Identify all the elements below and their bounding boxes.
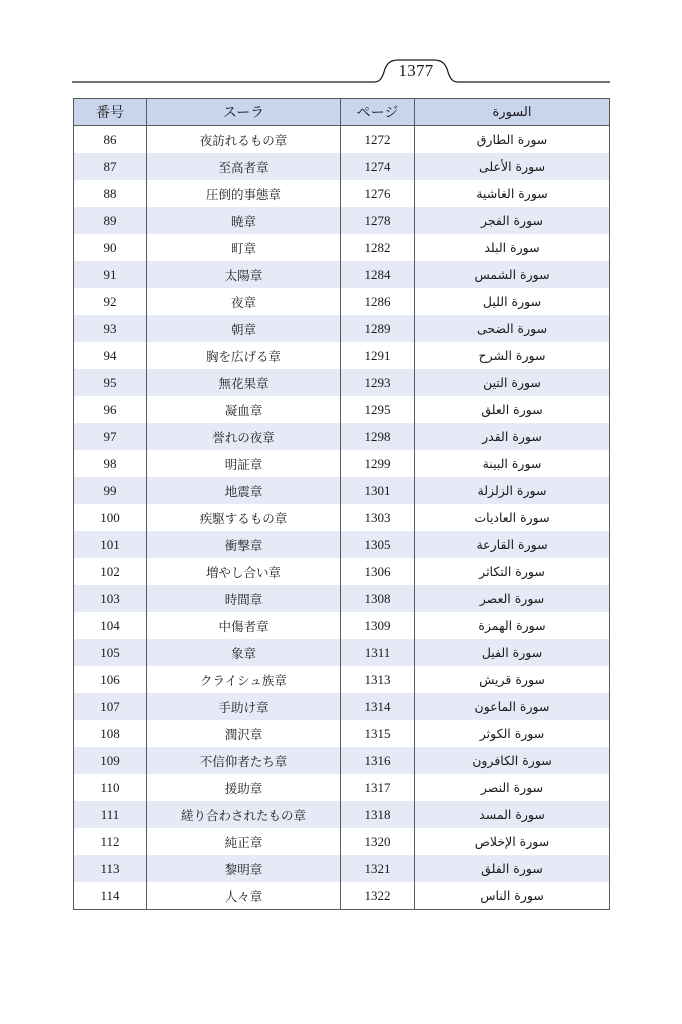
sura-index-table (73, 98, 610, 910)
cell-arabic-name: سورة الإخلاص (415, 828, 610, 855)
table-row (74, 234, 610, 261)
cell-number: 110 (74, 774, 147, 801)
cell-arabic-name: سورة الأعلى (415, 153, 610, 180)
cell-page: 1303 (341, 504, 415, 531)
cell-page: 1278 (341, 207, 415, 234)
cell-japanese-name: 衝撃章 (147, 531, 341, 558)
cell-japanese-name: 疾駆するもの章 (147, 504, 341, 531)
table-row (74, 342, 610, 369)
cell-japanese-name: 太陽章 (147, 261, 341, 288)
table-row (74, 369, 610, 396)
cell-arabic-name: سورة التكاثر (415, 558, 610, 585)
cell-arabic-name: سورة العاديات (415, 504, 610, 531)
cell-page: 1322 (341, 882, 415, 910)
table-row (74, 855, 610, 882)
cell-number: 112 (74, 828, 147, 855)
cell-page: 1313 (341, 666, 415, 693)
cell-number: 93 (74, 315, 147, 342)
cell-page: 1298 (341, 423, 415, 450)
cell-japanese-name: クライシュ族章 (147, 666, 341, 693)
cell-japanese-name: 至高者章 (147, 153, 341, 180)
cell-japanese-name: 増やし合い章 (147, 558, 341, 585)
cell-japanese-name: 時間章 (147, 585, 341, 612)
cell-arabic-name: سورة الفلق (415, 855, 610, 882)
cell-page: 1316 (341, 747, 415, 774)
cell-japanese-name: 象章 (147, 639, 341, 666)
cell-arabic-name: سورة الزلزلة (415, 477, 610, 504)
cell-page: 1305 (341, 531, 415, 558)
table-row (74, 396, 610, 423)
table-row (74, 774, 610, 801)
cell-page: 1286 (341, 288, 415, 315)
cell-page: 1320 (341, 828, 415, 855)
cell-number: 95 (74, 369, 147, 396)
cell-page: 1282 (341, 234, 415, 261)
cell-japanese-name: 圧倒的事態章 (147, 180, 341, 207)
table-row (74, 531, 610, 558)
cell-number: 114 (74, 882, 147, 910)
cell-number: 91 (74, 261, 147, 288)
header-arabic: السورة (415, 99, 610, 126)
cell-arabic-name: سورة القدر (415, 423, 610, 450)
cell-number: 92 (74, 288, 147, 315)
cell-japanese-name: 不信仰者たち章 (147, 747, 341, 774)
cell-number: 94 (74, 342, 147, 369)
table-row (74, 639, 610, 666)
header-page: ページ (341, 99, 415, 126)
cell-japanese-name: 無花果章 (147, 369, 341, 396)
cell-arabic-name: سورة الماعون (415, 693, 610, 720)
cell-arabic-name: سورة القارعة (415, 531, 610, 558)
cell-page: 1318 (341, 801, 415, 828)
table-row (74, 180, 610, 207)
cell-number: 101 (74, 531, 147, 558)
cell-arabic-name: سورة العصر (415, 585, 610, 612)
cell-number: 98 (74, 450, 147, 477)
cell-page: 1309 (341, 612, 415, 639)
header-sura: スーラ (147, 99, 341, 126)
cell-arabic-name: سورة الغاشية (415, 180, 610, 207)
cell-number: 113 (74, 855, 147, 882)
header-rule-with-tab (72, 58, 610, 84)
cell-page: 1293 (341, 369, 415, 396)
cell-number: 87 (74, 153, 147, 180)
table-row (74, 612, 610, 639)
cell-page: 1301 (341, 477, 415, 504)
cell-arabic-name: سورة قريش (415, 666, 610, 693)
cell-number: 90 (74, 234, 147, 261)
cell-number: 108 (74, 720, 147, 747)
table-row (74, 207, 610, 234)
cell-japanese-name: 縒り合わされたもの章 (147, 801, 341, 828)
table-row (74, 477, 610, 504)
cell-japanese-name: 純正章 (147, 828, 341, 855)
cell-number: 97 (74, 423, 147, 450)
cell-japanese-name: 援助章 (147, 774, 341, 801)
table-row (74, 747, 610, 774)
table-row (74, 801, 610, 828)
table-row (74, 693, 610, 720)
table-row (74, 828, 610, 855)
cell-arabic-name: سورة التين (415, 369, 610, 396)
table-row (74, 504, 610, 531)
cell-page: 1314 (341, 693, 415, 720)
cell-number: 86 (74, 126, 147, 154)
table-row (74, 585, 610, 612)
cell-number: 99 (74, 477, 147, 504)
cell-page: 1291 (341, 342, 415, 369)
cell-arabic-name: سورة الفجر (415, 207, 610, 234)
cell-number: 103 (74, 585, 147, 612)
cell-number: 109 (74, 747, 147, 774)
cell-arabic-name: سورة الكافرون (415, 747, 610, 774)
cell-page: 1299 (341, 450, 415, 477)
cell-number: 88 (74, 180, 147, 207)
cell-arabic-name: سورة البينة (415, 450, 610, 477)
cell-japanese-name: 胸を広げる章 (147, 342, 341, 369)
cell-number: 89 (74, 207, 147, 234)
cell-arabic-name: سورة الشرح (415, 342, 610, 369)
cell-arabic-name: سورة الشمس (415, 261, 610, 288)
table-header-row (74, 99, 610, 126)
cell-number: 104 (74, 612, 147, 639)
cell-number: 100 (74, 504, 147, 531)
table-row (74, 423, 610, 450)
cell-number: 106 (74, 666, 147, 693)
cell-arabic-name: سورة النصر (415, 774, 610, 801)
cell-japanese-name: 手助け章 (147, 693, 341, 720)
cell-japanese-name: 誉れの夜章 (147, 423, 341, 450)
cell-arabic-name: سورة الهمزة (415, 612, 610, 639)
cell-arabic-name: سورة المسد (415, 801, 610, 828)
page-header (72, 58, 610, 84)
table-row (74, 882, 610, 910)
cell-page: 1306 (341, 558, 415, 585)
cell-page: 1289 (341, 315, 415, 342)
cell-number: 111 (74, 801, 147, 828)
cell-page: 1295 (341, 396, 415, 423)
header-number: 番号 (74, 99, 147, 126)
table-row (74, 315, 610, 342)
table-row (74, 288, 610, 315)
cell-number: 96 (74, 396, 147, 423)
cell-page: 1308 (341, 585, 415, 612)
cell-page: 1321 (341, 855, 415, 882)
cell-arabic-name: سورة الكوثر (415, 720, 610, 747)
cell-arabic-name: سورة الضحى (415, 315, 610, 342)
cell-japanese-name: 地震章 (147, 477, 341, 504)
cell-japanese-name: 潤沢章 (147, 720, 341, 747)
cell-japanese-name: 町章 (147, 234, 341, 261)
cell-japanese-name: 黎明章 (147, 855, 341, 882)
table-row (74, 666, 610, 693)
cell-arabic-name: سورة البلد (415, 234, 610, 261)
cell-japanese-name: 朝章 (147, 315, 341, 342)
table-body (74, 126, 610, 910)
cell-japanese-name: 人々章 (147, 882, 341, 910)
table-row (74, 261, 610, 288)
cell-japanese-name: 夜章 (147, 288, 341, 315)
table-row (74, 153, 610, 180)
cell-japanese-name: 凝血章 (147, 396, 341, 423)
cell-arabic-name: سورة الفيل (415, 639, 610, 666)
cell-arabic-name: سورة الليل (415, 288, 610, 315)
cell-number: 107 (74, 693, 147, 720)
cell-page: 1315 (341, 720, 415, 747)
cell-arabic-name: سورة الطارق (415, 126, 610, 154)
cell-arabic-name: سورة الناس (415, 882, 610, 910)
cell-number: 105 (74, 639, 147, 666)
cell-arabic-name: سورة العلق (415, 396, 610, 423)
cell-japanese-name: 中傷者章 (147, 612, 341, 639)
cell-japanese-name: 暁章 (147, 207, 341, 234)
cell-page: 1272 (341, 126, 415, 154)
cell-page: 1274 (341, 153, 415, 180)
cell-japanese-name: 夜訪れるもの章 (147, 126, 341, 154)
table-row (74, 450, 610, 477)
table-row (74, 558, 610, 585)
cell-page: 1276 (341, 180, 415, 207)
table-row (74, 126, 610, 154)
page-number: 1377 (398, 61, 434, 80)
cell-page: 1284 (341, 261, 415, 288)
cell-number: 102 (74, 558, 147, 585)
cell-page: 1317 (341, 774, 415, 801)
table-row (74, 720, 610, 747)
cell-japanese-name: 明証章 (147, 450, 341, 477)
cell-page: 1311 (341, 639, 415, 666)
